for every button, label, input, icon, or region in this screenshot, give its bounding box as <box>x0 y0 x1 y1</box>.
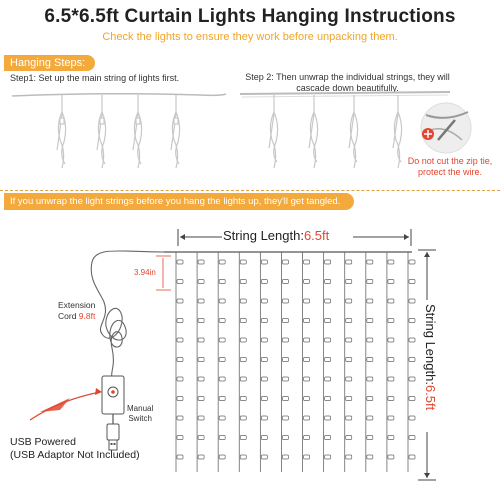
light-bulb <box>409 397 415 401</box>
light-bulb <box>240 416 246 420</box>
light-bulb <box>198 436 204 440</box>
light-strand <box>281 252 288 472</box>
light-bulb <box>409 319 415 323</box>
light-strand <box>218 252 225 472</box>
light-bulb <box>261 455 267 459</box>
light-bulb <box>304 377 310 381</box>
drop-length-text: String Length: <box>423 304 438 385</box>
light-bulb <box>177 436 183 440</box>
light-bulb <box>177 338 183 342</box>
string-length-value: 6.5ft <box>303 228 330 243</box>
light-bulb <box>261 377 267 381</box>
light-strand <box>239 252 246 472</box>
light-bulb <box>325 397 331 401</box>
light-bulb <box>409 455 415 459</box>
light-bulb <box>388 299 394 303</box>
light-bulb <box>282 436 288 440</box>
light-bulb <box>409 358 415 362</box>
bulb-spacing-label: 3.94in <box>134 268 156 277</box>
light-bulb <box>177 358 183 362</box>
light-bulb <box>177 416 183 420</box>
light-bulb <box>240 299 246 303</box>
light-bulb <box>346 397 352 401</box>
page-title: 6.5*6.5ft Curtain Lights Hanging Instructions <box>44 6 456 27</box>
drop-length-label <box>423 304 438 410</box>
light-bulb <box>198 299 204 303</box>
light-bulb <box>304 358 310 362</box>
light-bulb <box>261 358 267 362</box>
light-bulb <box>282 280 288 284</box>
light-strand <box>303 252 310 472</box>
light-bulb <box>282 260 288 264</box>
light-bulb <box>177 377 183 381</box>
light-bulb <box>367 455 373 459</box>
light-bulb <box>367 338 373 342</box>
light-bulb <box>219 358 225 362</box>
light-bulb <box>346 416 352 420</box>
extension-length-value: 9.8ft <box>78 311 96 321</box>
light-bulb <box>325 319 331 323</box>
manual-switch-label <box>127 404 153 424</box>
light-bulb <box>282 377 288 381</box>
light-bulb <box>261 319 267 323</box>
light-bulb <box>261 397 267 401</box>
light-bulb <box>325 338 331 342</box>
light-bulb <box>261 280 267 284</box>
light-bulb <box>198 416 204 420</box>
extension-line-1: Extension <box>58 300 96 310</box>
light-bulb <box>219 455 225 459</box>
manual-switch <box>102 376 124 424</box>
usb-line-2: (USB Adaptor Not Included) <box>10 449 140 461</box>
extension-line-2: Cord <box>58 311 79 321</box>
light-bulb <box>240 436 246 440</box>
light-bulb <box>219 260 225 264</box>
light-strand <box>345 252 352 472</box>
warning-line-1: Do not cut the zip tie, <box>407 156 493 166</box>
light-bulb <box>219 377 225 381</box>
light-bulb <box>219 338 225 342</box>
step-1-text: Step1: Set up the main string of lights first. <box>10 73 180 83</box>
light-bulb <box>304 319 310 323</box>
step-2-text: Step 2: Then unwrap the individual strings, they will cascade down beautifully. <box>245 72 450 93</box>
light-bulb <box>177 280 183 284</box>
light-bulb <box>198 397 204 401</box>
string-length-label <box>223 228 329 243</box>
light-bulb <box>282 319 288 323</box>
usb-arrow-icon <box>30 388 102 420</box>
switch-line-1: Manual <box>127 404 154 413</box>
light-bulb <box>304 436 310 440</box>
light-bulb <box>240 338 246 342</box>
light-bulb <box>346 358 352 362</box>
light-bulb <box>177 299 183 303</box>
light-bulb <box>325 436 331 440</box>
light-bulb <box>388 260 394 264</box>
usb-power-label <box>10 436 140 462</box>
light-bulb <box>304 299 310 303</box>
light-bulb <box>198 280 204 284</box>
light-bulb <box>346 455 352 459</box>
light-bulb <box>177 455 183 459</box>
light-bulb <box>240 397 246 401</box>
light-bulb <box>346 338 352 342</box>
light-bulb <box>388 377 394 381</box>
light-bulb <box>325 299 331 303</box>
light-strand <box>197 252 204 472</box>
light-bulb <box>409 416 415 420</box>
light-bulb <box>261 260 267 264</box>
light-bulb <box>219 416 225 420</box>
light-bulb <box>388 397 394 401</box>
light-bulb <box>346 436 352 440</box>
light-bulb <box>325 358 331 362</box>
light-bulb <box>388 338 394 342</box>
light-bulb <box>409 260 415 264</box>
light-bulb <box>282 397 288 401</box>
string-length-text: String Length: <box>223 228 304 243</box>
light-bulb <box>282 338 288 342</box>
light-bulb <box>240 455 246 459</box>
light-bulb <box>177 319 183 323</box>
light-strand <box>366 252 373 472</box>
light-bulb <box>304 280 310 284</box>
light-bulb <box>177 397 183 401</box>
light-bulb <box>198 455 204 459</box>
light-bulb <box>240 377 246 381</box>
hanging-steps-tag: Hanging Steps: <box>4 55 95 71</box>
light-bulb <box>325 377 331 381</box>
light-bulb <box>325 416 331 420</box>
light-bulb <box>198 358 204 362</box>
light-bulb <box>346 377 352 381</box>
light-bulb <box>240 358 246 362</box>
light-bulb <box>219 319 225 323</box>
light-bulb <box>261 436 267 440</box>
light-bulb <box>409 299 415 303</box>
light-bulb <box>282 358 288 362</box>
light-strand <box>176 252 183 472</box>
light-bulb <box>325 280 331 284</box>
light-strand <box>260 252 267 472</box>
light-bulb <box>388 280 394 284</box>
light-bulb <box>325 260 331 264</box>
light-bulb <box>304 416 310 420</box>
light-bulb <box>219 299 225 303</box>
light-bulb <box>409 338 415 342</box>
tangle-notice: If you unwrap the light strings before you hang the lights up, they'll get tangled. <box>4 193 354 210</box>
light-bulb <box>261 338 267 342</box>
light-bulb <box>304 260 310 264</box>
light-bulb <box>219 280 225 284</box>
light-bulb <box>388 436 394 440</box>
light-bulb <box>367 436 373 440</box>
light-bulb <box>388 455 394 459</box>
light-bulb <box>261 299 267 303</box>
light-bulb <box>282 299 288 303</box>
light-bulb <box>367 260 373 264</box>
light-bulb <box>304 338 310 342</box>
light-bulb <box>388 358 394 362</box>
light-strand <box>324 252 331 472</box>
light-bulb <box>304 455 310 459</box>
light-bulb <box>346 319 352 323</box>
warning-line-2: protect the wire. <box>417 167 483 177</box>
usb-line-1: USB Powered <box>10 436 76 448</box>
light-bulb <box>409 280 415 284</box>
light-bulb <box>367 358 373 362</box>
page-subtitle: Check the lights to ensure they work before unpacking them. <box>102 31 398 43</box>
light-bulb <box>177 260 183 264</box>
light-bulb <box>282 416 288 420</box>
light-bulb <box>388 319 394 323</box>
light-bulb <box>388 416 394 420</box>
light-bulb <box>409 377 415 381</box>
switch-line-2: Switch <box>128 414 152 423</box>
light-bulb <box>346 260 352 264</box>
light-strand <box>408 252 415 472</box>
light-bulb <box>367 397 373 401</box>
light-bulb <box>367 280 373 284</box>
light-bulb <box>367 319 373 323</box>
light-bulb <box>240 280 246 284</box>
light-bulb <box>240 319 246 323</box>
light-bulb <box>367 377 373 381</box>
light-bulb <box>198 319 204 323</box>
light-bulb <box>346 299 352 303</box>
light-bulb <box>198 338 204 342</box>
light-bulb <box>325 455 331 459</box>
light-bulb <box>282 455 288 459</box>
drop-length-value: 6.5ft <box>423 384 438 411</box>
light-bulb <box>219 436 225 440</box>
light-strand <box>387 252 394 472</box>
light-bulb <box>346 280 352 284</box>
light-bulb <box>304 397 310 401</box>
light-bulb <box>198 377 204 381</box>
light-bulb <box>409 436 415 440</box>
light-bulb <box>198 260 204 264</box>
light-bulb <box>219 397 225 401</box>
light-bulb <box>240 260 246 264</box>
light-bulb <box>261 416 267 420</box>
light-bulb <box>367 299 373 303</box>
extension-cord-label <box>58 300 95 322</box>
light-bulb <box>367 416 373 420</box>
